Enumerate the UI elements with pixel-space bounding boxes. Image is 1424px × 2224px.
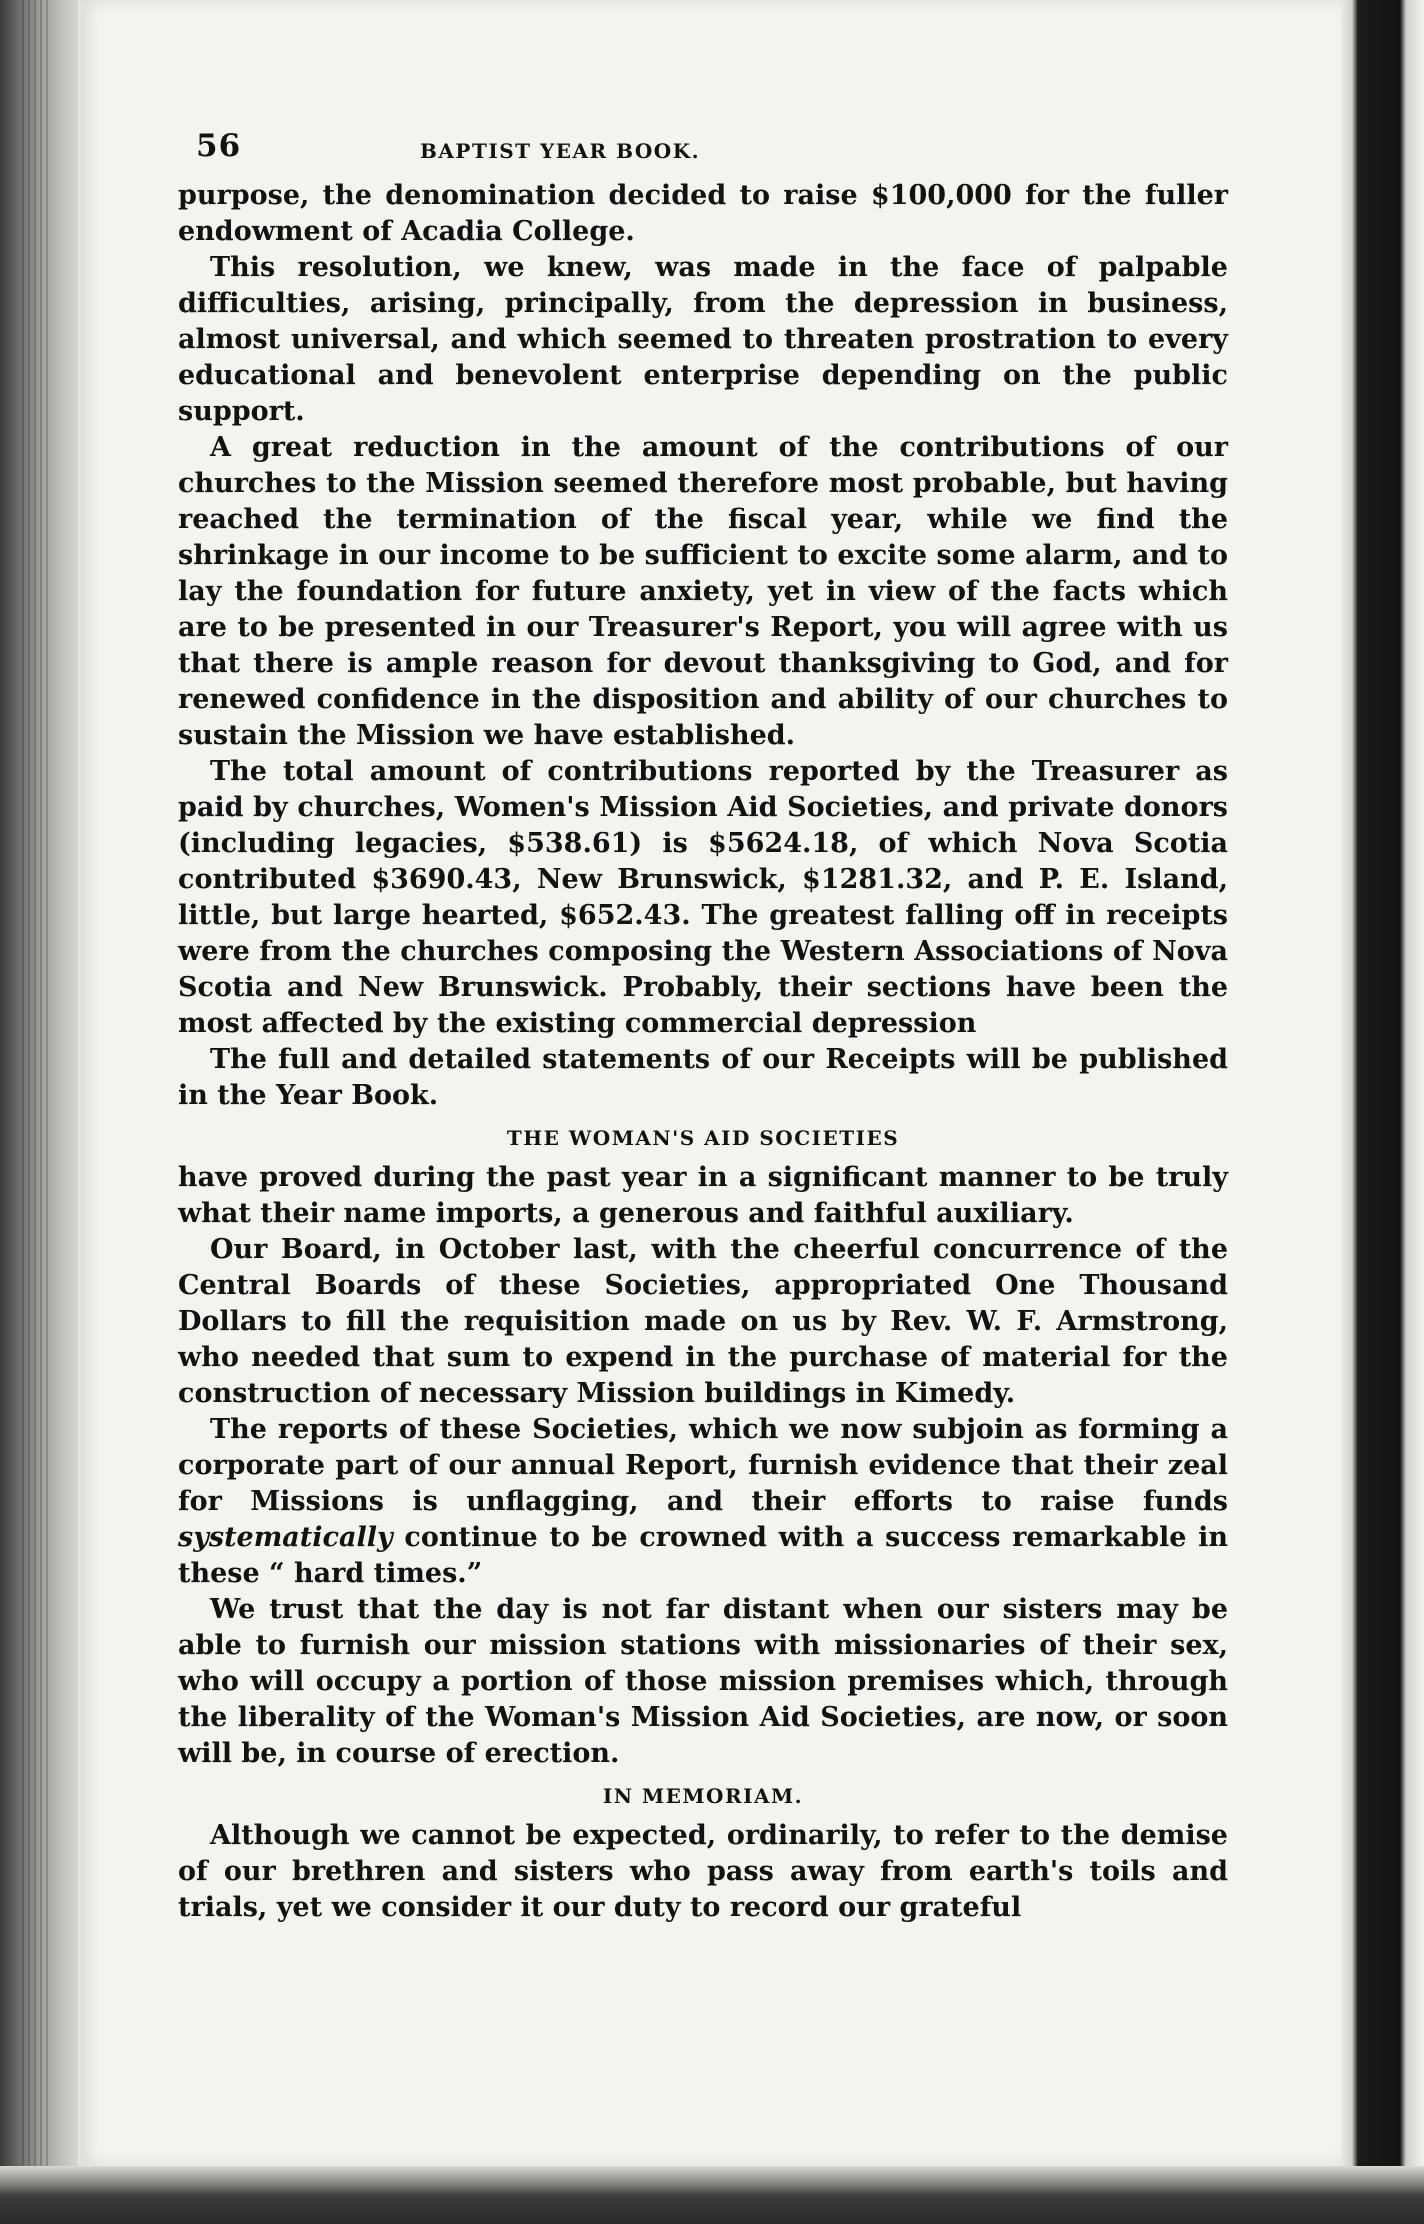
running-title: BAPTIST YEAR BOOK. (420, 139, 701, 163)
page-number: 56 (196, 128, 242, 164)
paragraph-board-appropriation: Our Board, in October last, with the cheerful concurrence of the Central Boards of these Societies, appropriated One Thousand Dollars to fill the requisition made on us by Rev. W. F. Armstrong, who needed that sum to expend in the purchase of material for the construction of necessary Mission buildings in Kimedy. (178, 1234, 1228, 1409)
page-edge-bottom (0, 2166, 1424, 2224)
paragraph-receipts: The full and detailed statements of our Receipts will be published in the Year Book. (178, 1044, 1228, 1111)
paragraph-society-reports (178, 1412, 1228, 1592)
book-binding-gutter (0, 0, 78, 2224)
paragraph-aid-auxiliary: have proved during the past year in a significant manner to be truly what their name imports, a generous and faithful auxiliary. (178, 1162, 1228, 1229)
paragraph-missionary-sisters: We trust that the day is not far distant when our sisters may be able to furnish our mission stations with missionaries of their sex, who will occupy a portion of those mission premises which, through the liberality of the Woman's Mission Aid Societies, are now, or soon will be, in course of erection. (178, 1594, 1228, 1769)
reports-text-start: The reports of these Societies, which we now subjoin as forming a corporate part of our annual Report, furnish evidence that their zeal for Missions is unflagging, and their efforts to raise funds (178, 1414, 1228, 1517)
paragraph-contributions: The total amount of contributions reported by the Treasurer as paid by churches, Women's Mission Aid Societies, and private donors (including legacies, $538.61) is $5624.18, of which Nova Scotia contributed $3690.43, New Brunswick, $1281.32, and P. E. Island, little, but large hearted, $652.43. The greatest falling off in receipts were from the churches composing the Western Associations of Nova Scotia and New Brunswick. Probably, their sections have been the most affected by the existing commercial depression (178, 756, 1228, 1039)
paragraph-resolution: This resolution, we knew, was made in the face of palpable difficulties, arising, principally, from the depression in business, almost universal, and which seemed to threaten prostration to every educational and benevolent enterprise depending on the public support. (178, 252, 1228, 427)
page-body (178, 128, 1228, 1926)
running-head (196, 128, 1228, 172)
heading-womens-aid-societies: THE WOMAN'S AID SOCIETIES (506, 1126, 900, 1150)
paragraph-reduction: A great reduction in the amount of the contributions of our churches to the Mission seemed therefore most probable, but having reached the termination of the fiscal year, while we find the shrinkage in our income to be sufficient to excite some alarm, and to lay the foundation for future anxiety, yet in view of the facts which are to be presented in our Treasurer's Report, you will agree with us that there is ample reason for devout thanksgiving to God, and for renewed confidence in the disposition and ability of our churches to sustain the Mission we have established. (178, 432, 1228, 751)
paragraph-endowment: purpose, the denomination decided to raise $100,000 for the fuller endowment of Acadia College. (178, 180, 1228, 247)
paragraph-memoriam: Although we cannot be expected, ordinarily, to refer to the demise of our brethren and sisters who pass away from earth's toils and trials, yet we consider it our duty to record our grateful (178, 1820, 1228, 1923)
reports-italic-word: systematically (178, 1522, 393, 1553)
heading-in-memoriam: IN MEMORIAM. (602, 1784, 804, 1808)
reports-text-end: continue to be crowned with a success remarkable in these “ hard times.” (178, 1522, 1228, 1589)
page-edge-right (1344, 0, 1424, 2224)
